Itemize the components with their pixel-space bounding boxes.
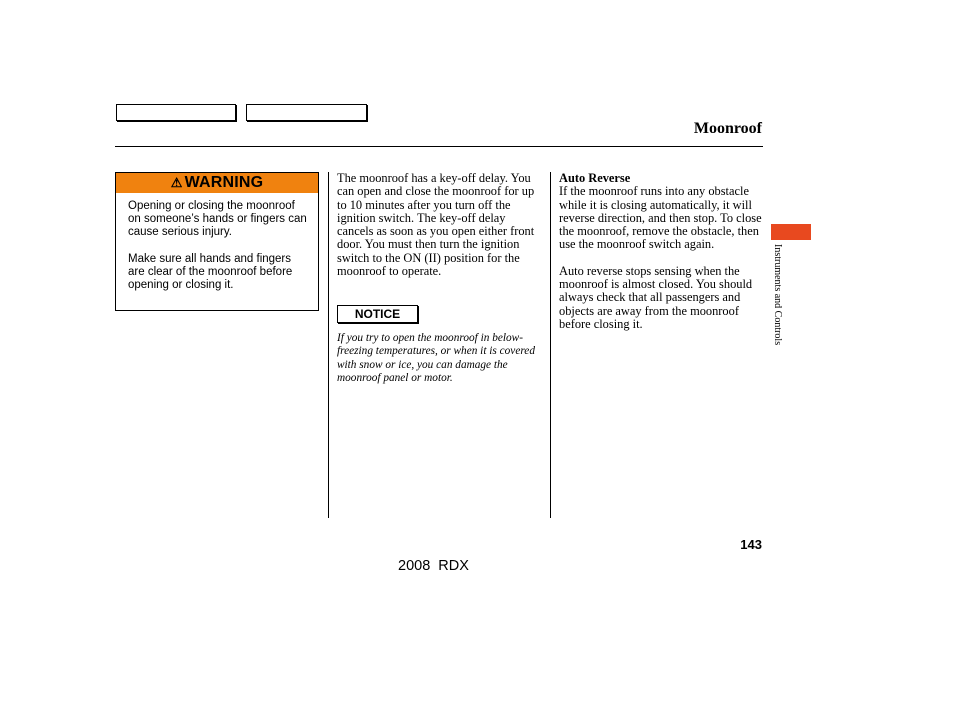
right-column <box>559 172 762 331</box>
column-divider <box>328 172 329 518</box>
section-tab <box>771 224 811 240</box>
auto-reverse-heading: Auto Reverse <box>559 171 631 185</box>
warning-paragraph: Opening or closing the moonroof on someone’s hands or fingers can cause serious injury. <box>128 200 307 238</box>
next-page-button[interactable] <box>246 104 367 121</box>
footer-model: 2008 RDX <box>398 558 469 574</box>
warning-triangle-icon: ⚠ <box>170 175 183 190</box>
middle-column <box>337 172 537 278</box>
title-divider <box>115 146 763 147</box>
warning-body <box>116 193 318 292</box>
notice-badge: NOTICE <box>337 305 418 323</box>
previous-page-button[interactable] <box>116 104 236 121</box>
auto-reverse-paragraph: Auto reverse stops sensing when the moonroof is almost closed. You should always check that all passengers and objects are away from the moonroof before closing it. <box>559 263 753 331</box>
page-number: 143 <box>740 537 762 552</box>
warning-paragraph: Make sure all hands and fingers are clear of the moonroof before opening or closing it. <box>128 253 293 291</box>
page-title: Moonroof <box>693 120 762 137</box>
warning-header <box>116 173 318 193</box>
warning-box <box>115 172 319 311</box>
notice-text: If you try to open the moonroof in below-freezing temperatures, or when it is covered with snow or ice, you can damage the moonroof panel or motor. <box>337 332 535 384</box>
key-off-delay-paragraph: The moonroof has a key-off delay. You can open and close the moonroof for up to 10 minutes after you turn off the ignition switch. The key-off delay cancels as soon as you open either front door. You must then turn the ignition switch to the ON (II) position for the moonroof to operate. <box>337 171 535 279</box>
auto-reverse-paragraph: If the moonroof runs into any obstacle while it is closing automatically, it will reverse direction, and then stop. To close the moonroof, remove the obstacle, then use the moonroof switch again. <box>559 184 762 252</box>
column-divider <box>550 172 551 518</box>
warning-label: WARNING <box>184 174 264 191</box>
section-side-label: Instruments and Controls <box>772 244 783 346</box>
